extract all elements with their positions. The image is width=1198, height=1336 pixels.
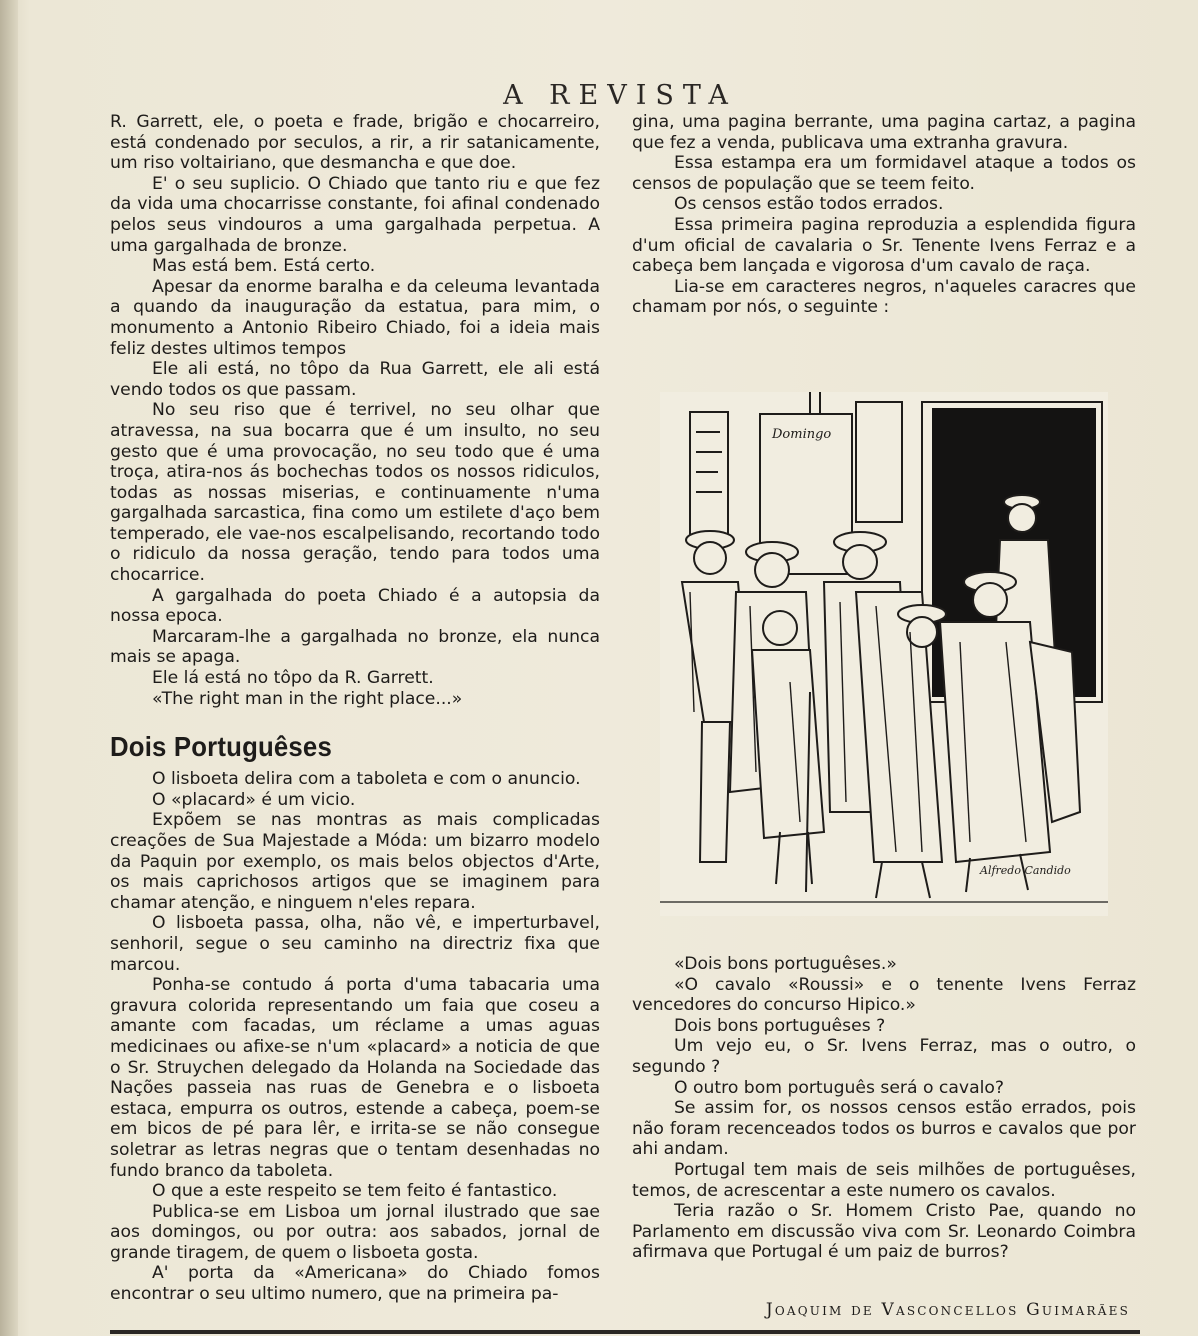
- paragraph: O outro bom português será o cavalo?: [674, 1077, 1005, 1098]
- left-bottom-text: [110, 769, 600, 1304]
- paragraph: R. Garrett, ele, o poeta e frade, brigão e chocarreiro, está condenado por seculos, a rir, a rir satanicamente, um riso voltairiano, que desmancha e que doe.: [110, 112, 600, 174]
- paragraph: Se assim for, os nossos censos estão errados, pois não foram recenceados todos os burros e cavalos que por ahi andam.: [632, 1098, 1136, 1160]
- paragraph: «The right man in the right place...»: [152, 688, 463, 709]
- bottom-rule: [110, 1330, 1140, 1334]
- paragraph: Lia-se em caracteres negros, n'aqueles caracres que chamam por nós, o seguinte :: [632, 276, 1136, 318]
- paragraph: Marcaram-lhe a gargalhada no bronze, ela nunca mais se apaga.: [110, 626, 600, 668]
- right-caption-text: [632, 954, 1136, 1263]
- paragraph: Dois bons portuguêses ?: [674, 1015, 886, 1036]
- paragraph: «O cavalo «Roussi» e o tenente Ivens Ferraz vencedores do concurso Hipico.»: [632, 974, 1136, 1016]
- left-column: [110, 112, 600, 1305]
- paragraph: Um vejo eu, o Sr. Ivens Ferraz, mas o outro, o segundo ?: [632, 1036, 1136, 1077]
- section-title: Dois Portuguêses: [110, 731, 332, 763]
- paragraph: «Dois bons portuguêses.»: [674, 954, 897, 974]
- paragraph: Apesar da enorme baralha e da celeuma levantada a quando da inauguração da estatua, para mim, o monumento a Antonio Ribeiro Chiado, foi a ideia mais feliz destes ultimos tempos: [110, 276, 600, 359]
- paragraph: Essa estampa era um formidavel ataque a todos os censos de população que se teem feito.: [632, 153, 1136, 194]
- paragraph: Publica-se em Lisboa um jornal ilustrado que sae aos domingos, ou por outra: aos sabados, jornal de grande tiragem, de quem o lisboeta gosta.: [110, 1201, 600, 1263]
- crowd-illustration: [660, 392, 1108, 916]
- paragraph: Mas está bem. Está certo.: [152, 256, 376, 277]
- paragraph: Ponha-se contudo á porta d'uma tabacaria uma gravura colorida representando um faia que coseu a amante com facadas, um réclame a umas aguas medicinaes ou afixe-se n'um «placard» a noticia de que o Sr. Struychen delegado da Holanda na Sociedade das Nações passeia nas ruas de Genebra e o lisboeta estaca, empurra os outros, estende a cabeça, poem-se em bicos de pé para lêr, e irrita-se se não consegue soletrar as letras negras que o tentam desenhadas no fundo branco da taboleta.: [110, 975, 600, 1181]
- poster-sign-text: Domingo: [772, 427, 832, 442]
- paragraph: Teria razão o Sr. Homem Cristo Pae, quando no Parlamento em discussão viva com Sr. Leonardo Coimbra afirmava que Portugal é um paiz de burros?: [632, 1201, 1136, 1263]
- paragraph: Ele ali está, no tôpo da Rua Garrett, ele ali está vendo todos os que passam.: [110, 359, 600, 400]
- author-signature: Joaquim de Vasconcellos Guimarães: [765, 1300, 1130, 1320]
- paragraph: O que a este respeito se tem feito é fantastico.: [152, 1181, 558, 1202]
- paragraph: A gargalhada do poeta Chiado é a autopsia da nossa epoca.: [110, 585, 600, 627]
- right-intro-text: [632, 112, 1136, 318]
- paragraph: gina, uma pagina berrante, uma pagina cartaz, a pagina que fez a venda, publicava uma extranha gravura.: [632, 112, 1136, 153]
- paragraph: E' o seu suplicio. O Chiado que tanto riu e que fez da vida uma chocarrisse constante, foi afinal condenado pelos seus vindouros a uma gargalhada perpetua. A uma gargalhada de bronze.: [110, 173, 600, 256]
- paragraph: A' porta da «Americana» do Chiado fomos encontrar o seu ultimo numero, que na primeira pa-: [110, 1263, 600, 1305]
- running-head: A REVISTA: [503, 80, 737, 111]
- paragraph: O «placard» é um vicio.: [152, 789, 356, 810]
- paragraph: Os censos estão todos errados.: [674, 194, 944, 215]
- paragraph: Essa primeira pagina reproduzia a esplendida figura d'um oficial de cavalaria o Sr. Tenente Ivens Ferraz e a cabeça bem lançada e vigorosa d'um cavalo de raça.: [632, 214, 1136, 277]
- paragraph: Portugal tem mais de seis milhões de portuguêses, temos, de acrescentar a este numero os cavalos.: [632, 1159, 1136, 1201]
- right-column: [632, 112, 1136, 318]
- artist-signature: Alfredo Candido: [980, 864, 1071, 877]
- paragraph: Ele lá está no tôpo da R. Garrett.: [152, 668, 434, 689]
- left-top-text: [110, 112, 600, 709]
- caption-and-commentary: [632, 954, 1136, 1263]
- paragraph: No seu riso que é terrivel, no seu olhar que atravessa, na sua bocarra que é um insulto, no seu gesto que é uma provocação, no seu todo que é uma troça, atira-nos ás bochechas todos os nossos ridiculos, todas as nossas miserias, e continuamente n'uma gargalhada sarcastica, fina como um estilete d'aço bem temperado, ele vae-nos escalpelisando, recortando todo o ridiculo da nossa geração, tendo para todos uma chocarrice.: [110, 400, 600, 586]
- paragraph: O lisboeta delira com a taboleta e com o anuncio.: [152, 769, 581, 790]
- page-spine-shadow: [0, 0, 18, 1336]
- paragraph: Expõem se nas montras as mais complicadas creações de Sua Majestade a Móda: um bizarro modelo da Paquin por exemplo, os mais belos objectos d'Arte, os mais caprichosos artigos que se imaginem para chamar atenção, e ninguem n'eles repara.: [110, 810, 600, 913]
- paragraph: O lisboeta passa, olha, não vê, e imperturbavel, senhoril, segue o seu caminho na directriz fixa que marcou.: [110, 913, 600, 975]
